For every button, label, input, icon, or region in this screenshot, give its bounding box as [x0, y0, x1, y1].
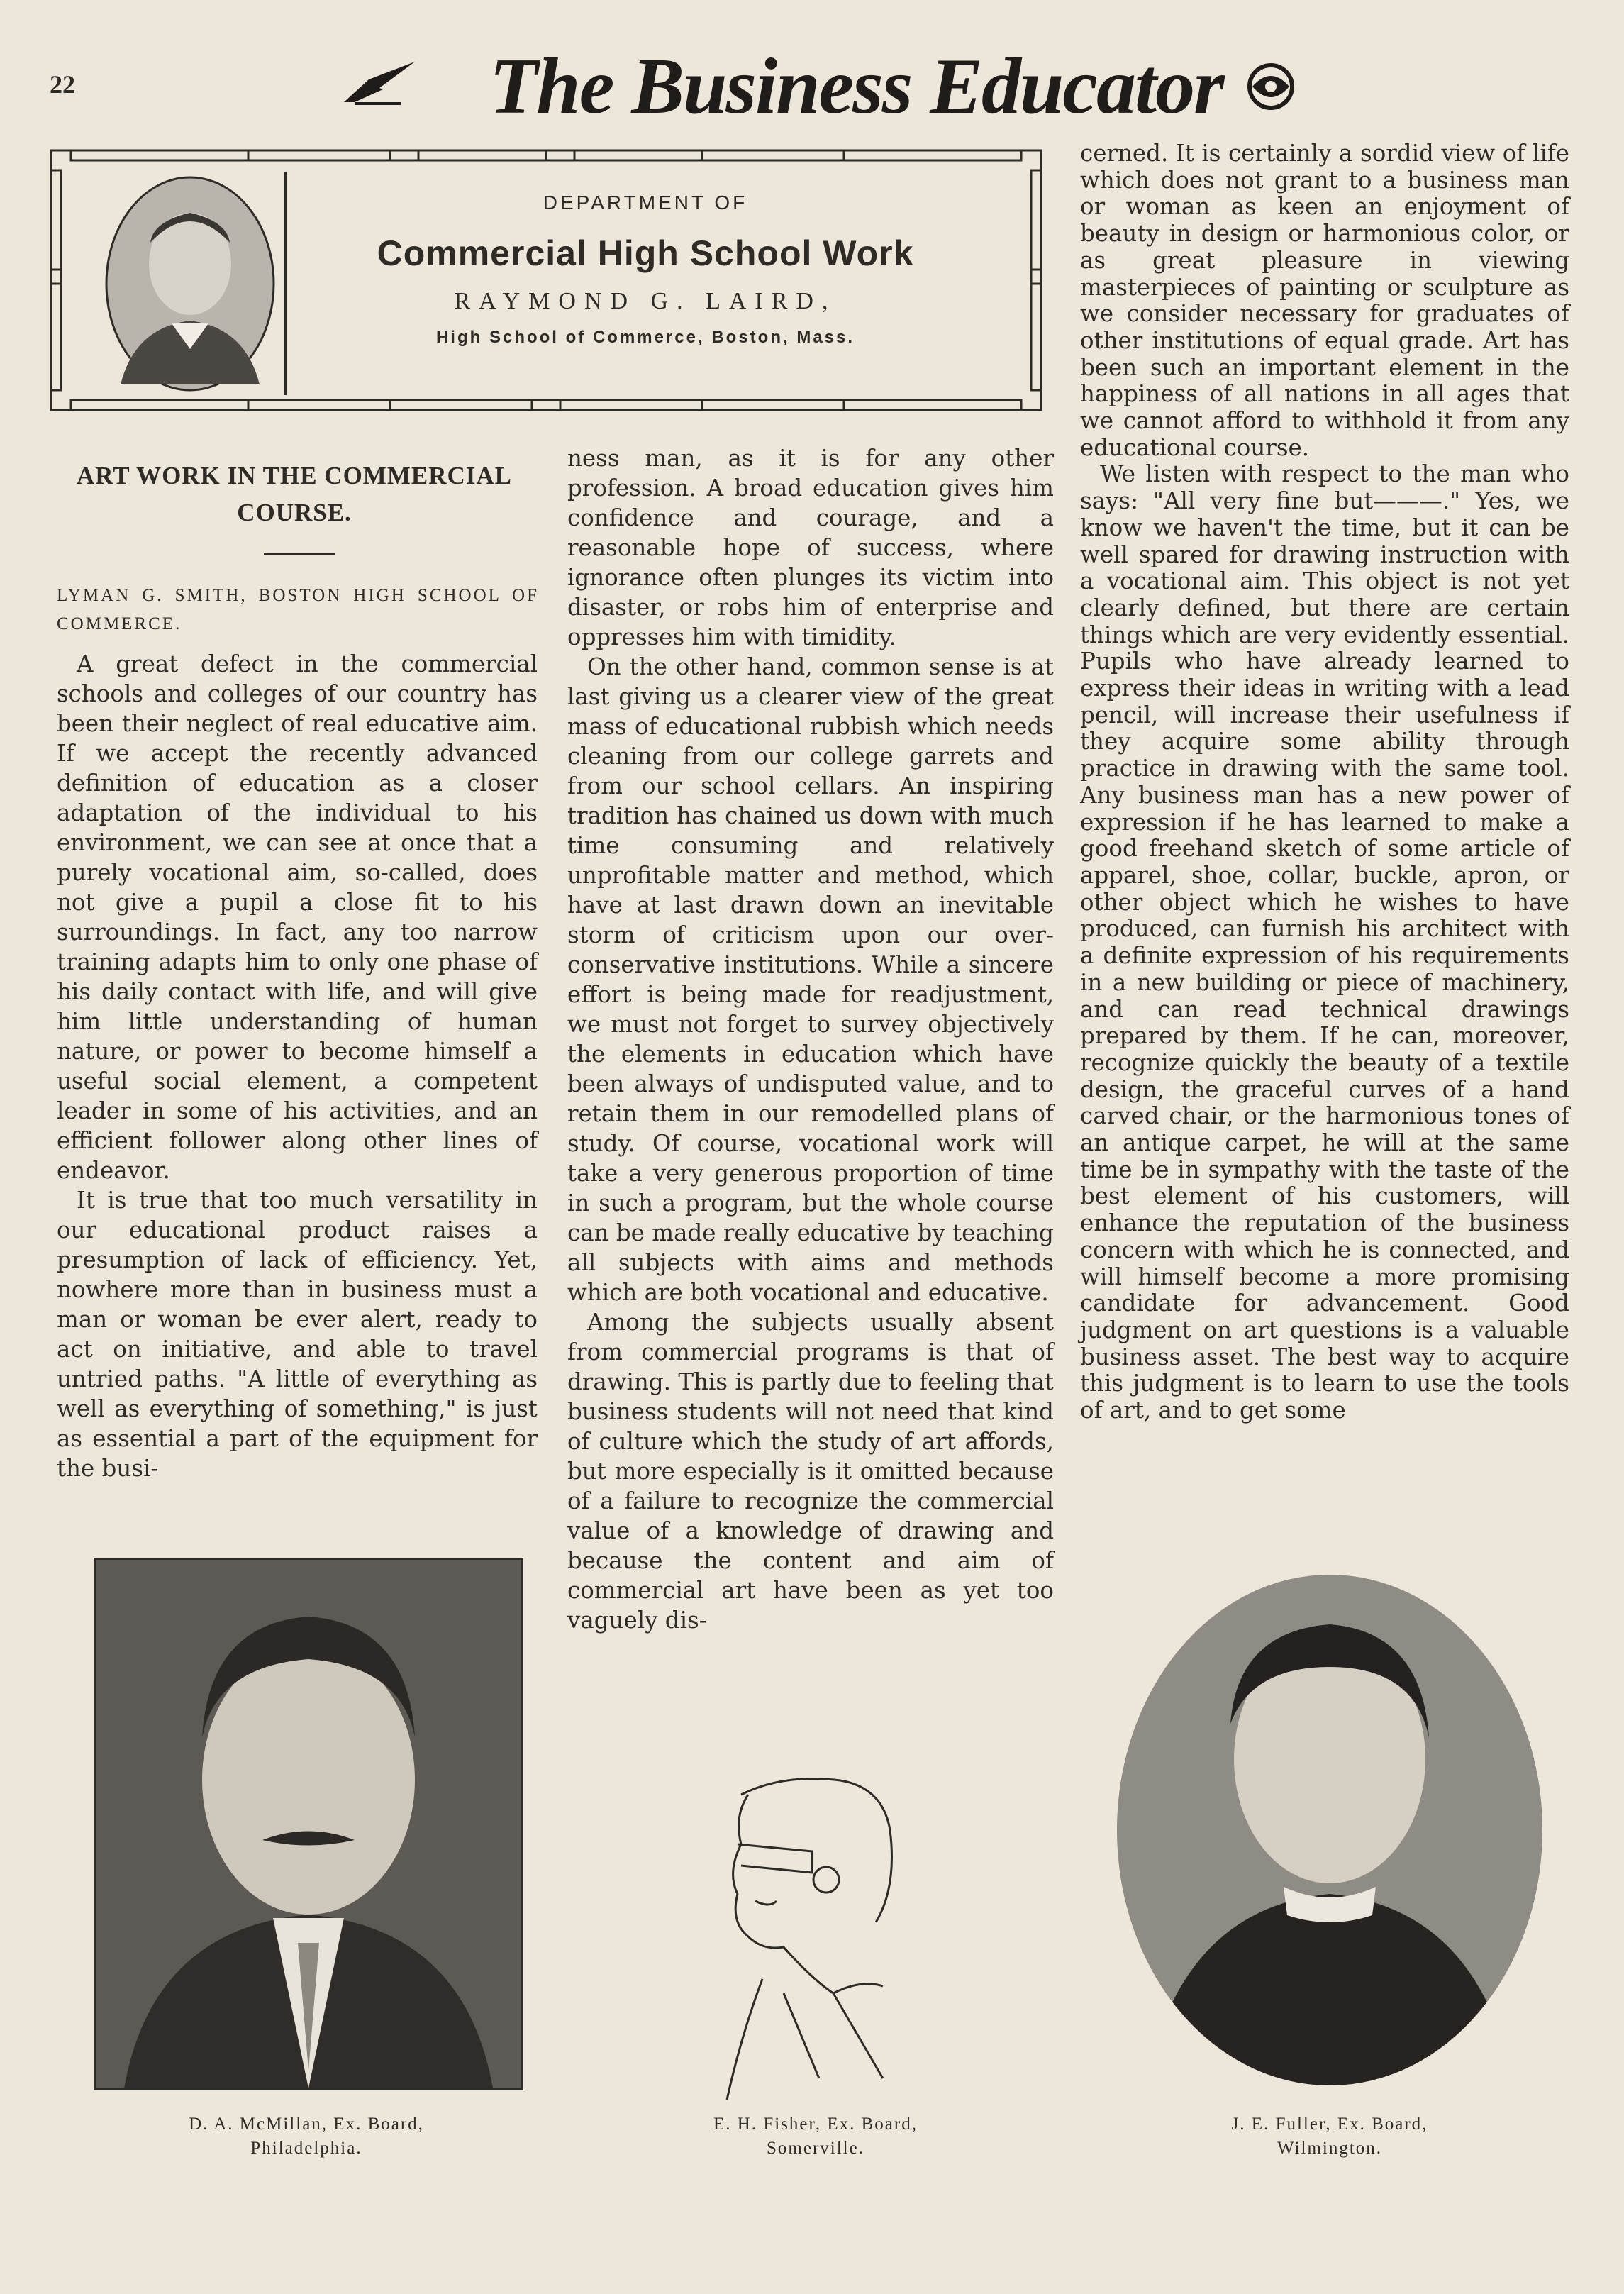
caption-line: E. H. Fisher, Ex. Board, — [713, 2115, 918, 2134]
quill-pen-icon — [340, 58, 418, 108]
paragraph: Among the subjects usually absent from commercial programs is that of drawing. This is partly due to feeling that business students will not need that kind of culture which the study of art affords, but more especially is it omitted because of a failure to recognize the commercial value of a knowledge of drawing and because the content and aim of commercial art have been as yet too vaguely dis- — [567, 1309, 1054, 1634]
caption-line: J. E. Fuller, Ex. Board, — [1231, 2115, 1428, 2134]
fuller-caption — [1117, 2112, 1542, 2161]
title-rule — [264, 553, 335, 555]
mcmillan-caption — [94, 2112, 519, 2161]
paragraph: ness man, as it is for any other profession. A broad education gives him confidence and courage, and a reasonable hope of success, where ignorance often plunges its victim into disaster, or robs him of enterprise and oppresses him with timidity. — [567, 445, 1054, 650]
fisher-sketch — [699, 1766, 933, 2107]
department-label: DEPARTMENT OF — [543, 192, 748, 214]
article-title: ART WORK IN THE COMMERCIAL COURSE. — [76, 462, 512, 526]
article-column-2 — [567, 443, 1054, 1635]
caption-line: D. A. McMillan, Ex. Board, — [189, 2115, 424, 2134]
fisher-caption — [624, 2112, 1007, 2161]
masthead-title: The Business Educator — [489, 43, 1223, 131]
department-box — [50, 149, 1042, 411]
caption-line: Somerville. — [767, 2139, 864, 2158]
paragraph: It is true that too much versatility in our educational product raises a presumption of lack of efficiency. Yet, nowhere more than in business must a man or woman be ever alert, ready to act on initiative, and able to travel untried paths. "A little of everything as well as everything of something," is just as essential a part of the equipment for the busi- — [57, 1187, 538, 1482]
department-editor-name: RAYMOND G. LAIRD, — [454, 288, 837, 314]
paragraph: On the other hand, common sense is at last giving us a clearer view of the great mass of educational rubbish which needs cleaning from our college garrets and from our school cellars. An inspiring tradition has chained us down with much time consuming and relatively unprofitable matter and method, which have at last drawn down an inevitable storm of criticism upon our over-conservative institutions. While a sincere effort is being made for readjustment, we must not forget to survey objectively the elements in education which have been always of undisputed value, and to retain them in our remodelled plans of study. Of course, vocational work will take a very generous proportion of time in such a program, but the whole course can be made really educative by teaching all subjects with aims and methods which are both vocational and educative. — [567, 653, 1054, 1306]
department-divider — [284, 172, 287, 395]
page-number: 22 — [50, 70, 75, 99]
caption-line: Philadelphia. — [250, 2139, 362, 2158]
department-title: Commercial High School Work — [377, 233, 914, 273]
article-column-1 — [57, 649, 538, 1483]
mcmillan-portrait — [96, 1560, 521, 2088]
paragraph: We listen with respect to the man who says: "All very fine but———." Yes, we know we haven't the time, but it can be well spared for drawing instruction with a vocational aim. This object is not yet clearly defined, but there are certain things which are very evidently essential. Pupils who have already learned to express their ideas in writing with a lead pencil, will increase their usefulness if they acquire some ability through practice in drawing with the same tool. Any business man has a new power of expression if he has learned to make a good freehand sketch of some article of apparel, shoe, collar, buckle, apron, or other object which he wishes to have produced, can furnish his architect with a definite expression of his requirements in a new building or piece of machinery, and can read technical drawings prepared by them. If he can, moreover, recognize quickly the beauty of a textile design, the graceful curves of a hand carved chair, or the harmonious tones of an antique carpet, he will at the same time be in sympathy with the taste of the best element of his customers, will enhance the reputation of the business concern with which he is connected, and will himself become a more promising candidate for advancement. Good judgment on art questions is a valuable business asset. The best way to acquire this judgment is to learn to use the tools of art, and to get some — [1080, 460, 1569, 1424]
ornament-icon — [1242, 61, 1299, 112]
article-byline: LYMAN G. SMITH, BOSTON HIGH SCHOOL OF COMMERCE. — [57, 586, 539, 633]
paragraph: A great defect in the commercial schools and colleges of our country has been their neglect of real educative aim. If we accept the recently advanced definition of education as a closer adaptation of the individual to his environment, we can see at once that a purely vocational aim, so-called, does not give a pupil a close fit to his surroundings. In fact, any too narrow training adapts him to only one phase of his daily contact with life, and will give him little understanding of human nature, or power to become himself a useful social element, a competent leader in some of his activities, and an efficient follower along other lines of endeavor. — [57, 650, 538, 1184]
article-column-3 — [1080, 140, 1569, 1424]
mcmillan-photo — [94, 1558, 523, 2090]
laird-portrait — [92, 172, 305, 395]
fuller-photo — [1117, 1575, 1542, 2085]
paragraph: cerned. It is certainly a sordid view of life which does not grant to a business man or woman as keen an enjoyment of beauty in design or harmonious color, or as great pleasure in viewing masterpieces of painting or sculpture as we consider necessary for graduates of other institutions of equal grade. Art has been such an important element in the happiness of all nations in all ages that we cannot afford to withhold it from any educational course. — [1080, 140, 1569, 461]
fuller-portrait — [1117, 1575, 1542, 2085]
department-school: High School of Commerce, Boston, Mass. — [435, 328, 855, 347]
caption-line: Wilmington. — [1277, 2139, 1383, 2158]
department-heading — [291, 192, 1000, 348]
